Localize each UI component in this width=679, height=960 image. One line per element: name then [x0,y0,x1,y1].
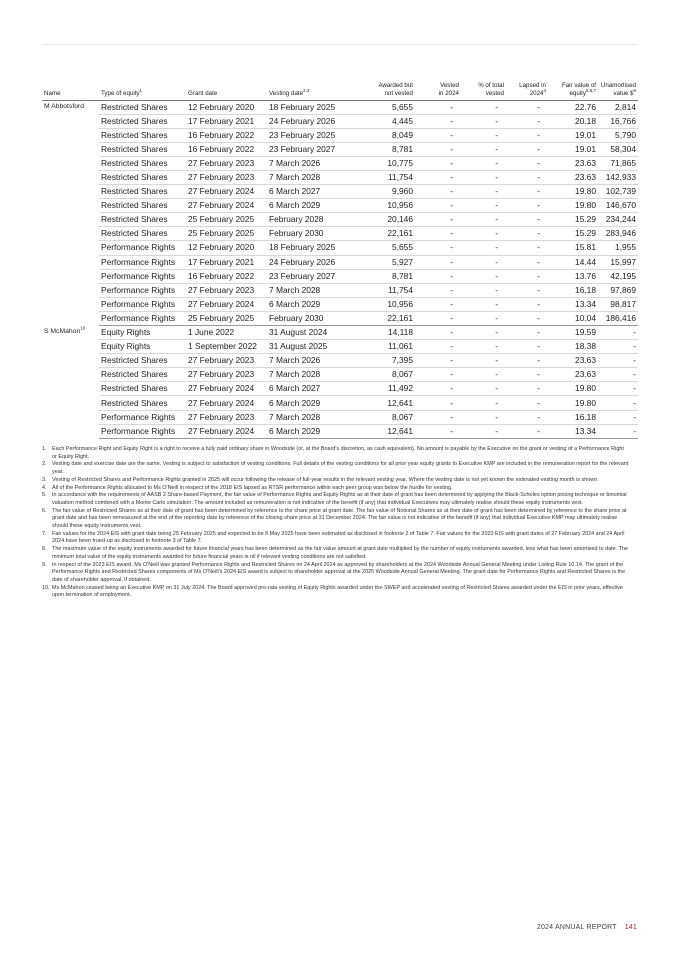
col-header-pct-vested: % of total vested [461,82,506,100]
cell-lapsed: - [506,326,548,340]
cell-grant-date: 27 February 2023 [186,410,267,424]
cell-fair-value: 15.29 [548,227,598,241]
cell-lapsed: - [506,354,548,368]
cell-unamortised: - [598,368,638,382]
cell-awarded: 10,775 [347,156,415,170]
cell-vested: - [415,142,461,156]
cell-pct-vested: - [461,199,506,213]
cell-vested: - [415,213,461,227]
cell-fair-value: 23.63 [548,170,598,184]
cell-lapsed: - [506,142,548,156]
cell-vested: - [415,283,461,297]
cell-unamortised: - [598,410,638,424]
cell-lapsed: - [506,340,548,354]
table-row [42,255,638,269]
footnote [42,492,630,507]
cell-pct-vested: - [461,410,506,424]
cell-awarded: 14,118 [347,326,415,340]
col-header-type: Type of equity$^1$ [99,82,186,100]
cell-pct-vested: - [461,170,506,184]
cell-lapsed: - [506,227,548,241]
cell-grant-date: 27 February 2023 [186,368,267,382]
cell-pct-vested: - [461,241,506,255]
cell-awarded: 10,956 [347,199,415,213]
table-row [42,283,638,297]
cell-lapsed: - [506,396,548,410]
footnote [42,585,630,600]
table-row [42,114,638,128]
cell-vesting-date: 24 February 2026 [267,255,347,269]
cell-fair-value: 16.18 [548,283,598,297]
cell-unamortised: 283,946 [598,227,638,241]
cell-awarded: 5,927 [347,255,415,269]
cell-fair-value: 13.34 [548,424,598,438]
table-row [42,340,638,354]
cell-type: Equity Rights [99,326,186,340]
cell-lapsed: - [506,368,548,382]
cell-pct-vested: - [461,340,506,354]
col-header-vesting-date: Vesting date$^{2,3}$ [267,82,347,100]
cell-type: Performance Rights [99,311,186,325]
cell-awarded: 12,641 [347,396,415,410]
cell-type: Equity Rights [99,340,186,354]
cell-unamortised: 58,304 [598,142,638,156]
cell-fair-value: 19.59 [548,326,598,340]
cell-type: Restricted Shares [99,170,186,184]
footnote-text: Vesting date and exercise date are the same. Vesting is subject to satisfaction of vesting conditions. Full details of the vesting conditions for all prior year equity grants to Executive KMP are included in the remuneration report for the relevant year. [52,461,629,476]
cell-type: Restricted Shares [99,199,186,213]
cell-grant-date: 12 February 2020 [186,100,267,114]
cell-grant-date: 16 February 2022 [186,128,267,142]
cell-lapsed: - [506,156,548,170]
cell-lapsed: - [506,382,548,396]
cell-vesting-date: 7 March 2028 [267,170,347,184]
table-row [42,227,638,241]
cell-pct-vested: - [461,255,506,269]
footnote-number: 3. [42,476,47,483]
cell-unamortised: 186,416 [598,311,638,325]
table-row [42,170,638,184]
page-number: 141 [624,924,637,931]
cell-lapsed: - [506,269,548,283]
cell-vesting-date: February 2028 [267,213,347,227]
table-row [42,213,638,227]
cell-lapsed: - [506,410,548,424]
cell-pct-vested: - [461,354,506,368]
footnote-number: 4. [42,484,47,491]
cell-type: Restricted Shares [99,368,186,382]
cell-grant-date: 1 September 2022 [186,340,267,354]
cell-unamortised: 102,739 [598,185,638,199]
cell-lapsed: - [506,185,548,199]
col-header-awarded: Awarded but not vested [347,82,415,100]
cell-vesting-date: 7 March 2026 [267,354,347,368]
cell-pct-vested: - [461,297,506,311]
cell-fair-value: 23.63 [548,156,598,170]
cell-fair-value: 15.81 [548,241,598,255]
footnote-number: 7. [42,530,47,537]
cell-awarded: 4,445 [347,114,415,128]
cell-fair-value: 15.29 [548,213,598,227]
cell-type: Restricted Shares [99,354,186,368]
table-row [42,368,638,382]
col-header-vested: Vested in 2024 [415,82,461,100]
col-header-name: Name [42,82,99,100]
cell-awarded: 8,781 [347,142,415,156]
cell-grant-date: 27 February 2023 [186,354,267,368]
cell-awarded: 8,067 [347,368,415,382]
table-row [42,156,638,170]
cell-type: Performance Rights [99,241,186,255]
cell-pct-vested: - [461,128,506,142]
table-row [42,142,638,156]
cell-grant-date: 27 February 2023 [186,170,267,184]
cell-lapsed: - [506,241,548,255]
cell-vested: - [415,227,461,241]
cell-unamortised: 97,869 [598,283,638,297]
cell-executive-name: S McMahon$^{10}$ [44,325,86,335]
table-row [42,100,638,114]
footnote-number: 2. [42,461,47,468]
cell-awarded: 5,655 [347,100,415,114]
table-row [42,424,638,438]
cell-fair-value: 23.63 [548,368,598,382]
col-header-unamortised: Unamortised value \$$^8$ [598,82,638,100]
cell-vested: - [415,326,461,340]
cell-vested: - [415,170,461,184]
footnote-number: 8. [42,546,47,553]
cell-grant-date: 16 February 2022 [186,142,267,156]
cell-type: Performance Rights [99,424,186,438]
cell-lapsed: - [506,128,548,142]
cell-vested: - [415,382,461,396]
cell-grant-date: 27 February 2024 [186,199,267,213]
table-row [42,241,638,255]
cell-vested: - [415,396,461,410]
table-row [42,410,638,424]
cell-vested: - [415,114,461,128]
cell-pct-vested: - [461,311,506,325]
cell-unamortised: - [598,326,638,340]
cell-vesting-date: 6 March 2029 [267,199,347,213]
table-row [42,297,638,311]
cell-vested: - [415,185,461,199]
cell-fair-value: 16.18 [548,410,598,424]
cell-pct-vested: - [461,424,506,438]
table-row [42,311,638,325]
footnote-text: In accordance with the requirements of AASB 2 Share-based Payment, the fair value of Performance Rights and Equity Rights as at their date of grant has been determined by applying the Black-Scholes option pricing technique or binomial valuation method combined with a Monte Carlo simulation. The amount included as remuneration is not indicative of the benefit (if any) that individual Executives may ultimately realise should these equity instruments vest. [52,492,627,506]
footnote [42,446,630,461]
footnote [42,546,630,561]
cell-grant-date: 12 February 2020 [186,241,267,255]
footnote [42,562,630,585]
cell-fair-value: 10.04 [548,311,598,325]
cell-lapsed: - [506,199,548,213]
cell-fair-value: 19.80 [548,382,598,396]
cell-pct-vested: - [461,185,506,199]
cell-unamortised: 2,814 [598,100,638,114]
cell-vesting-date: 23 February 2027 [267,269,347,283]
cell-vesting-date: 6 March 2029 [267,297,347,311]
cell-grant-date: 17 February 2021 [186,114,267,128]
footnotes [42,446,630,600]
cell-pct-vested: - [461,326,506,340]
cell-grant-date: 25 February 2025 [186,213,267,227]
cell-vesting-date: 7 March 2028 [267,283,347,297]
cell-awarded: 8,049 [347,128,415,142]
cell-type: Restricted Shares [99,114,186,128]
cell-type: Restricted Shares [99,100,186,114]
cell-lapsed: - [506,255,548,269]
cell-unamortised: 98,817 [598,297,638,311]
table-row [42,128,638,142]
table-header-row [42,82,638,100]
cell-vesting-date: 6 March 2029 [267,424,347,438]
cell-awarded: 11,492 [347,382,415,396]
cell-vested: - [415,424,461,438]
cell-vested: - [415,311,461,325]
cell-unamortised: 234,244 [598,213,638,227]
cell-fair-value: 19.80 [548,199,598,213]
table-row [42,396,638,410]
footnote [42,477,630,485]
cell-awarded: 11,754 [347,283,415,297]
cell-grant-date: 16 February 2022 [186,269,267,283]
cell-unamortised: - [598,354,638,368]
footnote-text: Fair values for the 2024 EIS with grant date being 25 February 2025 and expected to be 8 May 2025 have been estimated as disclosed in footnote 2 of Table 7. Fair values for the 2023 EIS with grant dates of 27 February 2024 and 24 April 2024 have been trued-up as disclosed in footnote 3 of Table 7. [52,530,625,545]
cell-pct-vested: - [461,396,506,410]
cell-awarded: 5,655 [347,241,415,255]
footnote-number: 5. [42,492,47,499]
table-row [42,185,638,199]
footnote-text: In respect of the 2023 EIS award, Ms O'Neill was granted Performance Rights and Restricted Shares on 24 April 2024 as approved by shareholders at the 2024 Woodside Annual General Meeting under Listing Rule 10.14. The grant of the Performance Rights and Restricted Shares components of Ms O'Neill's 2024 EIS award is subject to shareholder approval at the 2025 Woodside Annual General Meeting. The grant date for Performance Rights and Restricted Shares is the date of shareholder approval, if obtained. [52,561,626,583]
report-title: 2024 ANNUAL REPORT [536,924,617,931]
cell-grant-date: 27 February 2024 [186,382,267,396]
cell-vesting-date: 18 February 2025 [267,241,347,255]
cell-pct-vested: - [461,156,506,170]
cell-vesting-date: 31 August 2024 [267,326,347,340]
footnote-text: Ms McMahon ceased being an Executive KMP on 31 July 2024. The Board approved pro-rata vesting of Equity Rights awarded under the SWEP and accelerated vesting of Restricted Shares awarded under the EIS in prior years, effective upon termination of employment. [52,584,623,599]
table-row [42,199,638,213]
cell-fair-value: 19.01 [548,128,598,142]
cell-grant-date: 17 February 2021 [186,255,267,269]
cell-pct-vested: - [461,283,506,297]
footnote-text: The fair value of Restricted Shares as at their date of grant has been determined by reference to the share price at grant date. The fair value of Notional Shares as at their date of grant has been determined by reference to the share price at grant date and has been remeasured at the end of the reporting date by reference of the closing share price at 31 December 2024. The fair value is not indicative of the benefit (if any) that individual Executive KMP may ultimately realise should these equity instruments vest. [52,507,627,530]
cell-lapsed: - [506,100,548,114]
cell-type: Restricted Shares [99,185,186,199]
cell-vested: - [415,410,461,424]
cell-vesting-date: 6 March 2029 [267,396,347,410]
cell-lapsed: - [506,311,548,325]
cell-grant-date: 1 June 2022 [186,326,267,340]
cell-vesting-date: 7 March 2028 [267,368,347,382]
cell-fair-value: 19.80 [548,185,598,199]
cell-fair-value: 22.76 [548,100,598,114]
cell-fair-value: 20.18 [548,114,598,128]
cell-unamortised: 146,670 [598,199,638,213]
cell-type: Restricted Shares [99,382,186,396]
col-header-lapsed: Lapsed in 2024$^4$ [506,82,548,100]
footnote-text: Each Performance Right and Equity Right is a right to receive a fully paid ordinary share in Woodside (or, at the Board's discretion, as cash equivalent). No amount is payable by the Executive on the grant or vesting of a Performance Right or Equity Right. [52,446,624,460]
cell-vesting-date: 7 March 2028 [267,410,347,424]
equity-holdings-table [42,82,638,439]
table-body [42,100,638,438]
cell-vested: - [415,368,461,382]
cell-type: Performance Rights [99,269,186,283]
cell-vesting-date: February 2030 [267,227,347,241]
cell-awarded: 12,641 [347,424,415,438]
page-footer [537,924,637,931]
cell-type: Restricted Shares [99,156,186,170]
cell-type: Restricted Shares [99,142,186,156]
footnote-number: 10. [42,584,50,591]
cell-grant-date: 27 February 2024 [186,297,267,311]
table-row [42,354,638,368]
cell-vested: - [415,100,461,114]
cell-vested: - [415,269,461,283]
cell-type: Restricted Shares [99,128,186,142]
cell-unamortised: 71,865 [598,156,638,170]
cell-type: Performance Rights [99,255,186,269]
cell-fair-value: 13.34 [548,297,598,311]
cell-unamortised: - [598,382,638,396]
cell-unamortised: - [598,340,638,354]
cell-awarded: 10,956 [347,297,415,311]
footnote [42,485,630,493]
cell-fair-value: 19.01 [548,142,598,156]
cell-unamortised: 16,766 [598,114,638,128]
cell-fair-value: 14.44 [548,255,598,269]
cell-vested: - [415,255,461,269]
cell-vested: - [415,128,461,142]
cell-lapsed: - [506,283,548,297]
cell-vesting-date: 7 March 2026 [267,156,347,170]
cell-awarded: 22,161 [347,227,415,241]
table-row [42,326,638,340]
footnote [42,461,630,476]
cell-awarded: 22,161 [347,311,415,325]
cell-vesting-date: 18 February 2025 [267,100,347,114]
cell-pct-vested: - [461,227,506,241]
cell-pct-vested: - [461,114,506,128]
cell-lapsed: - [506,297,548,311]
cell-pct-vested: - [461,269,506,283]
cell-type: Performance Rights [99,297,186,311]
table-row [42,382,638,396]
table-row [42,269,638,283]
cell-type: Restricted Shares [99,213,186,227]
cell-lapsed: - [506,213,548,227]
footnote-text: Vesting of Restricted Shares and Performance Rights granted in 2025 will occur following the release of full-year results in the relevant vesting year. Where the vesting date is not yet known the estimated vesting month is shown. [52,476,599,483]
cell-vesting-date: 6 March 2027 [267,382,347,396]
cell-unamortised: 42,195 [598,269,638,283]
footnote-text: The maximum value of the equity instruments awarded for future financial years has been determined as the fair value amount at grant date multiplied by the number of equity instruments awarded, less what has been amortised to date. The minimum total value of the equity instruments awarded for future financial years is nil if relevant vesting conditions are not satisfied. [52,546,628,560]
top-divider [42,44,637,45]
footnote [42,508,630,531]
cell-vested: - [415,297,461,311]
cell-awarded: 8,781 [347,269,415,283]
cell-vesting-date: February 2030 [267,311,347,325]
cell-vested: - [415,199,461,213]
footnote-number: 1. [42,446,47,452]
cell-pct-vested: - [461,382,506,396]
cell-grant-date: 25 February 2025 [186,311,267,325]
cell-grant-date: 27 February 2024 [186,185,267,199]
cell-unamortised: 5,790 [598,128,638,142]
cell-unamortised: 142,933 [598,170,638,184]
cell-unamortised: - [598,424,638,438]
cell-type: Restricted Shares [99,396,186,410]
cell-vesting-date: 24 February 2026 [267,114,347,128]
cell-type: Performance Rights [99,283,186,297]
cell-vested: - [415,340,461,354]
cell-unamortised: 1,955 [598,241,638,255]
cell-pct-vested: - [461,100,506,114]
cell-lapsed: - [506,170,548,184]
cell-pct-vested: - [461,213,506,227]
cell-lapsed: - [506,424,548,438]
cell-fair-value: 19.80 [548,396,598,410]
cell-lapsed: - [506,114,548,128]
cell-awarded: 11,061 [347,340,415,354]
cell-executive-name: M Abbotsford [44,102,85,110]
cell-awarded: 20,146 [347,213,415,227]
cell-pct-vested: - [461,142,506,156]
cell-awarded: 11,754 [347,170,415,184]
cell-vested: - [415,241,461,255]
cell-vested: - [415,156,461,170]
cell-fair-value: 13.76 [548,269,598,283]
cell-type: Restricted Shares [99,227,186,241]
cell-pct-vested: - [461,368,506,382]
cell-fair-value: 18.38 [548,340,598,354]
footnote-number: 9. [42,561,47,568]
cell-vested: - [415,354,461,368]
cell-vesting-date: 23 February 2025 [267,128,347,142]
col-header-fair-value: Fair value of equity$^{5,6,7}$ [548,82,598,100]
cell-unamortised: - [598,396,638,410]
cell-type: Performance Rights [99,410,186,424]
footnote-text: All of the Performance Rights allocated to Ms O'Neill in respect of the 2018 EIS lapsed as RTSR performance within each peer group was below the hurdle for vesting. [52,484,453,491]
cell-grant-date: 27 February 2023 [186,283,267,297]
cell-awarded: 8,067 [347,410,415,424]
cell-vesting-date: 23 February 2027 [267,142,347,156]
cell-vesting-date: 31 August 2025 [267,340,347,354]
footnote-number: 6. [42,507,47,514]
cell-grant-date: 25 February 2025 [186,227,267,241]
cell-grant-date: 27 February 2023 [186,156,267,170]
cell-grant-date: 27 February 2024 [186,424,267,438]
cell-grant-date: 27 February 2024 [186,396,267,410]
footnote [42,531,630,546]
cell-vesting-date: 6 March 2027 [267,185,347,199]
cell-fair-value: 23.63 [548,354,598,368]
cell-awarded: 9,960 [347,185,415,199]
cell-awarded: 7,395 [347,354,415,368]
cell-unamortised: 15,997 [598,255,638,269]
col-header-grant-date: Grant date [186,82,267,100]
